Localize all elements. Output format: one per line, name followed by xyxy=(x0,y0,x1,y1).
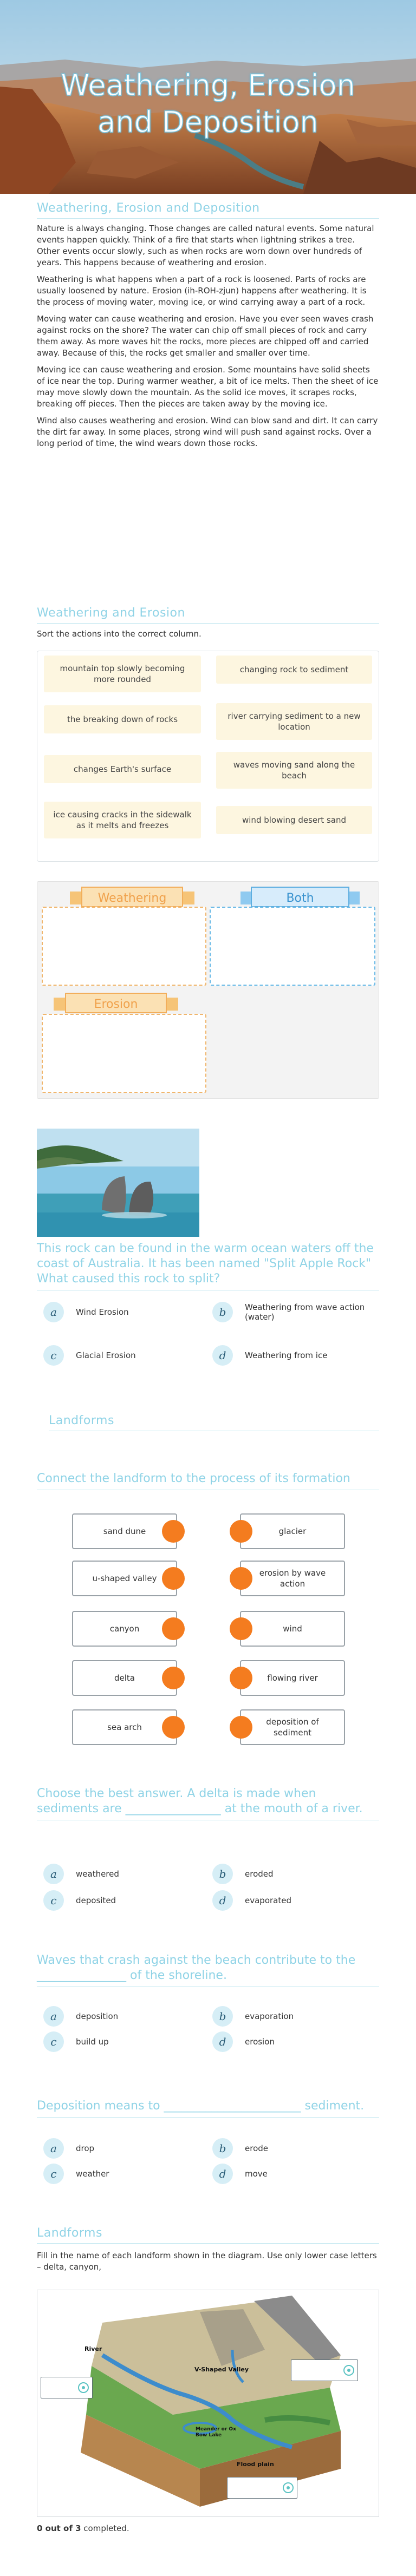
question-text: Deposition means to _______________________ sediment. xyxy=(37,2099,365,2113)
option-text: deposition xyxy=(76,2011,119,2021)
answer-option-a[interactable] xyxy=(43,2006,206,2027)
page-title-line2: and Deposition xyxy=(98,105,318,139)
option-letter: d xyxy=(212,1890,233,1911)
diagram-instruction: Fill in the name of each landform shown in the diagram. Use only lower case letters – delta, canyon, xyxy=(37,2251,377,2272)
paragraph: Wind also causes weathering and erosion. Wind can blow sand and dirt. It can carry the dirt far away. In some places, strong wind will push sand against rocks. Over a long period of time, the wind wears down those rocks. xyxy=(37,416,378,448)
option-letter: c xyxy=(43,2031,64,2052)
sort-item-bank xyxy=(37,651,379,862)
sort-heading-block xyxy=(37,606,379,639)
paragraph: Weathering is what happens when a part of a rock is loosened. Parts of rocks are usually loosened by nature. Erosion (ih-ROH-zjun) happens after weathering. It is the process of moving water, moving ice, or wind carrying away a part of a rock. xyxy=(37,274,367,307)
deposition-question xyxy=(37,2099,379,2118)
match-connector-dot[interactable] xyxy=(162,1667,185,1689)
option-letter: a xyxy=(43,2006,64,2027)
completion-count: 0 out of 3 xyxy=(37,2523,81,2533)
option-letter: b xyxy=(212,1864,233,1884)
hero-banner xyxy=(0,0,416,194)
match-right-item[interactable]: wind xyxy=(240,1611,345,1647)
landform-illustration xyxy=(37,2290,380,2518)
match-connector-dot[interactable] xyxy=(230,1716,252,1739)
sort-item[interactable]: changing rock to sediment xyxy=(216,656,372,684)
category-label-erosion xyxy=(54,992,178,1016)
answer-option-b[interactable] xyxy=(212,1864,375,1884)
match-left-item[interactable]: u-shaped valley xyxy=(72,1561,177,1596)
completion-suffix: completed. xyxy=(81,2523,129,2533)
sort-instruction: Sort the actions into the correct column. xyxy=(37,629,202,639)
sort-item[interactable]: river carrying sediment to a new location xyxy=(216,703,372,740)
diagram-heading: Landforms xyxy=(37,2226,102,2240)
check-icon xyxy=(283,2482,294,2493)
match-connector-dot[interactable] xyxy=(230,1520,252,1543)
match-connector-dot[interactable] xyxy=(230,1617,252,1640)
reading-heading: Weathering, Erosion and Deposition xyxy=(37,201,260,215)
option-text: erosion xyxy=(245,2037,275,2047)
answer-option-d[interactable] xyxy=(212,1345,375,1366)
option-letter: d xyxy=(212,2031,233,2052)
divider xyxy=(37,623,379,624)
answer-option-a[interactable] xyxy=(43,1864,206,1884)
question-text: Choose the best answer. A delta is made when sediments are ________________ at the mouth of a river. xyxy=(37,1787,363,1815)
match-left-item[interactable]: sea arch xyxy=(72,1709,177,1745)
match-right-item[interactable]: glacier xyxy=(240,1513,345,1549)
check-icon xyxy=(343,2365,354,2376)
diagram-label-river: River xyxy=(84,2345,102,2352)
answer-option-a[interactable] xyxy=(43,1302,206,1322)
match-connector-dot[interactable] xyxy=(162,1520,185,1543)
answer-option-c[interactable] xyxy=(43,2031,206,2052)
sort-heading: Weathering and Erosion xyxy=(37,606,185,620)
matching-heading-block xyxy=(37,1471,379,1490)
divider xyxy=(37,218,379,219)
answer-option-d[interactable] xyxy=(212,1890,375,1911)
diagram-label-meander: Meander or Ox Bow Lake xyxy=(196,2427,236,2438)
answer-option-a[interactable] xyxy=(43,2138,206,2159)
category-both-label: Both xyxy=(286,891,314,905)
drop-zone-both[interactable] xyxy=(210,907,375,986)
question-text: This rock can be found in the warm ocean waters off the coast of Australia. It has been named "Split Apple Rock" What caused this rock to split? xyxy=(37,1242,374,1286)
category-weathering-label: Weathering xyxy=(98,891,167,905)
answer-option-b[interactable] xyxy=(212,2006,375,2027)
paragraph: Moving ice can cause weathering and erosion. Some mountains have solid sheets of ice near the top. During warmer weather, a bit of ice melts. Then the sheet of ice may move slowly down the mountain. As the solid ice moves, it scrapes rocks, breaking off pieces. Then the pieces are taken away by the moving ice. xyxy=(37,365,379,409)
sort-item[interactable]: wind blowing desert sand xyxy=(216,806,372,834)
landforms-heading-block xyxy=(49,1414,379,1431)
option-text: drop xyxy=(76,2144,95,2153)
diagram-label-floodplain: Flood plain xyxy=(237,2461,274,2468)
match-right-item[interactable]: flowing river xyxy=(240,1660,345,1696)
landforms-heading: Landforms xyxy=(49,1414,114,1427)
match-connector-dot[interactable] xyxy=(230,1567,252,1590)
delta-question xyxy=(37,1786,379,1820)
option-text: evaporation xyxy=(245,2011,294,2021)
option-text: Wind Erosion xyxy=(76,1307,129,1317)
category-erosion-label: Erosion xyxy=(94,997,138,1011)
option-letter: a xyxy=(43,1864,64,1884)
answer-option-c[interactable] xyxy=(43,1890,206,1911)
option-letter: b xyxy=(212,2138,233,2159)
answer-option-c[interactable] xyxy=(43,2164,206,2184)
question-text: Waves that crash against the beach contribute to the _______________ of the shoreline. xyxy=(37,1954,356,1982)
option-text: build up xyxy=(76,2037,109,2047)
match-connector-dot[interactable] xyxy=(162,1567,185,1590)
option-letter: a xyxy=(43,1302,64,1322)
drop-zone-erosion[interactable] xyxy=(42,1014,206,1093)
option-text: evaporated xyxy=(245,1896,291,1905)
option-letter: b xyxy=(212,2006,233,2027)
option-text: move xyxy=(245,2169,268,2179)
completion-status xyxy=(37,2523,129,2533)
landform-diagram xyxy=(37,2290,379,2517)
answer-option-b[interactable] xyxy=(212,2138,375,2159)
sort-item[interactable]: ice causing cracks in the sidewalk as it melts and freezes xyxy=(44,802,201,838)
match-right-item[interactable]: erosion by wave action xyxy=(240,1561,345,1596)
paragraph: Moving water can cause weathering and erosion. Have you ever seen waves crash against rocks on the shore? The water can chip off small pieces of rock and carry them away. As more waves hit the rocks, more pieces are chipped off and carried away. Because of this, the rocks get smaller and smaller over time. xyxy=(37,314,374,358)
match-connector-dot[interactable] xyxy=(162,1617,185,1640)
apple-rock-question xyxy=(37,1241,379,1290)
check-icon xyxy=(78,2382,89,2393)
option-text: eroded xyxy=(245,1869,274,1879)
sort-item[interactable]: the breaking down of rocks xyxy=(44,705,201,733)
page-title-line1: Weathering, Erosion xyxy=(61,68,355,102)
option-letter: d xyxy=(212,1345,233,1366)
option-letter: c xyxy=(43,1890,64,1911)
split-apple-rock-photo xyxy=(37,1129,199,1237)
diagram-label-valley: V-Shaped Valley xyxy=(194,2366,249,2373)
sort-item[interactable]: changes Earth's surface xyxy=(44,755,201,783)
divider xyxy=(37,2117,379,2118)
sort-item[interactable]: mountain top slowly becoming more rounded xyxy=(44,656,201,692)
option-text: deposited xyxy=(76,1896,116,1905)
option-letter: c xyxy=(43,2164,64,2184)
sort-item[interactable]: waves moving sand along the beach xyxy=(216,752,372,789)
option-letter: c xyxy=(43,1345,64,1366)
option-letter: a xyxy=(43,2138,64,2159)
match-connector-dot[interactable] xyxy=(230,1667,252,1689)
diagram-heading-block xyxy=(37,2226,379,2273)
match-left-item[interactable]: sand dune xyxy=(72,1513,177,1549)
match-left-item[interactable]: delta xyxy=(72,1660,177,1696)
option-text: Weathering from wave action (water) xyxy=(245,1302,365,1322)
landform-answer-box[interactable] xyxy=(227,2477,297,2499)
reading-section xyxy=(37,201,379,449)
landform-answer-box[interactable] xyxy=(291,2359,358,2381)
match-connector-dot[interactable] xyxy=(162,1716,185,1739)
matching-heading: Connect the landform to the process of its formation xyxy=(37,1472,350,1485)
option-text: weathered xyxy=(76,1869,119,1879)
option-text: erode xyxy=(245,2144,268,2153)
landform-answer-box[interactable] xyxy=(41,2377,93,2398)
divider xyxy=(37,2243,379,2244)
option-letter: d xyxy=(212,2164,233,2184)
option-letter: b xyxy=(212,1302,233,1322)
answer-option-d[interactable] xyxy=(212,2031,375,2052)
option-text: Glacial Erosion xyxy=(76,1351,136,1360)
match-right-item[interactable]: deposition of sediment xyxy=(240,1709,345,1745)
answer-option-d[interactable] xyxy=(212,2164,375,2184)
answer-option-b[interactable] xyxy=(212,1302,375,1322)
drop-zone-weathering[interactable] xyxy=(42,907,206,986)
answer-option-c[interactable] xyxy=(43,1345,206,1366)
paragraph: Nature is always changing. Those changes are called natural events. Some natural events happen quickly. Think of a fire that starts when lightning strikes a tree. Other events occur slowly, such as when rocks are worn down over hundreds of years. This happens because of weathering and erosion. xyxy=(37,224,374,267)
option-text: weather xyxy=(76,2169,109,2179)
waves-question xyxy=(37,1953,379,1987)
match-left-item[interactable]: canyon xyxy=(72,1611,177,1647)
sort-drop-zones xyxy=(37,881,379,1099)
option-text: Weathering from ice xyxy=(245,1351,328,1360)
